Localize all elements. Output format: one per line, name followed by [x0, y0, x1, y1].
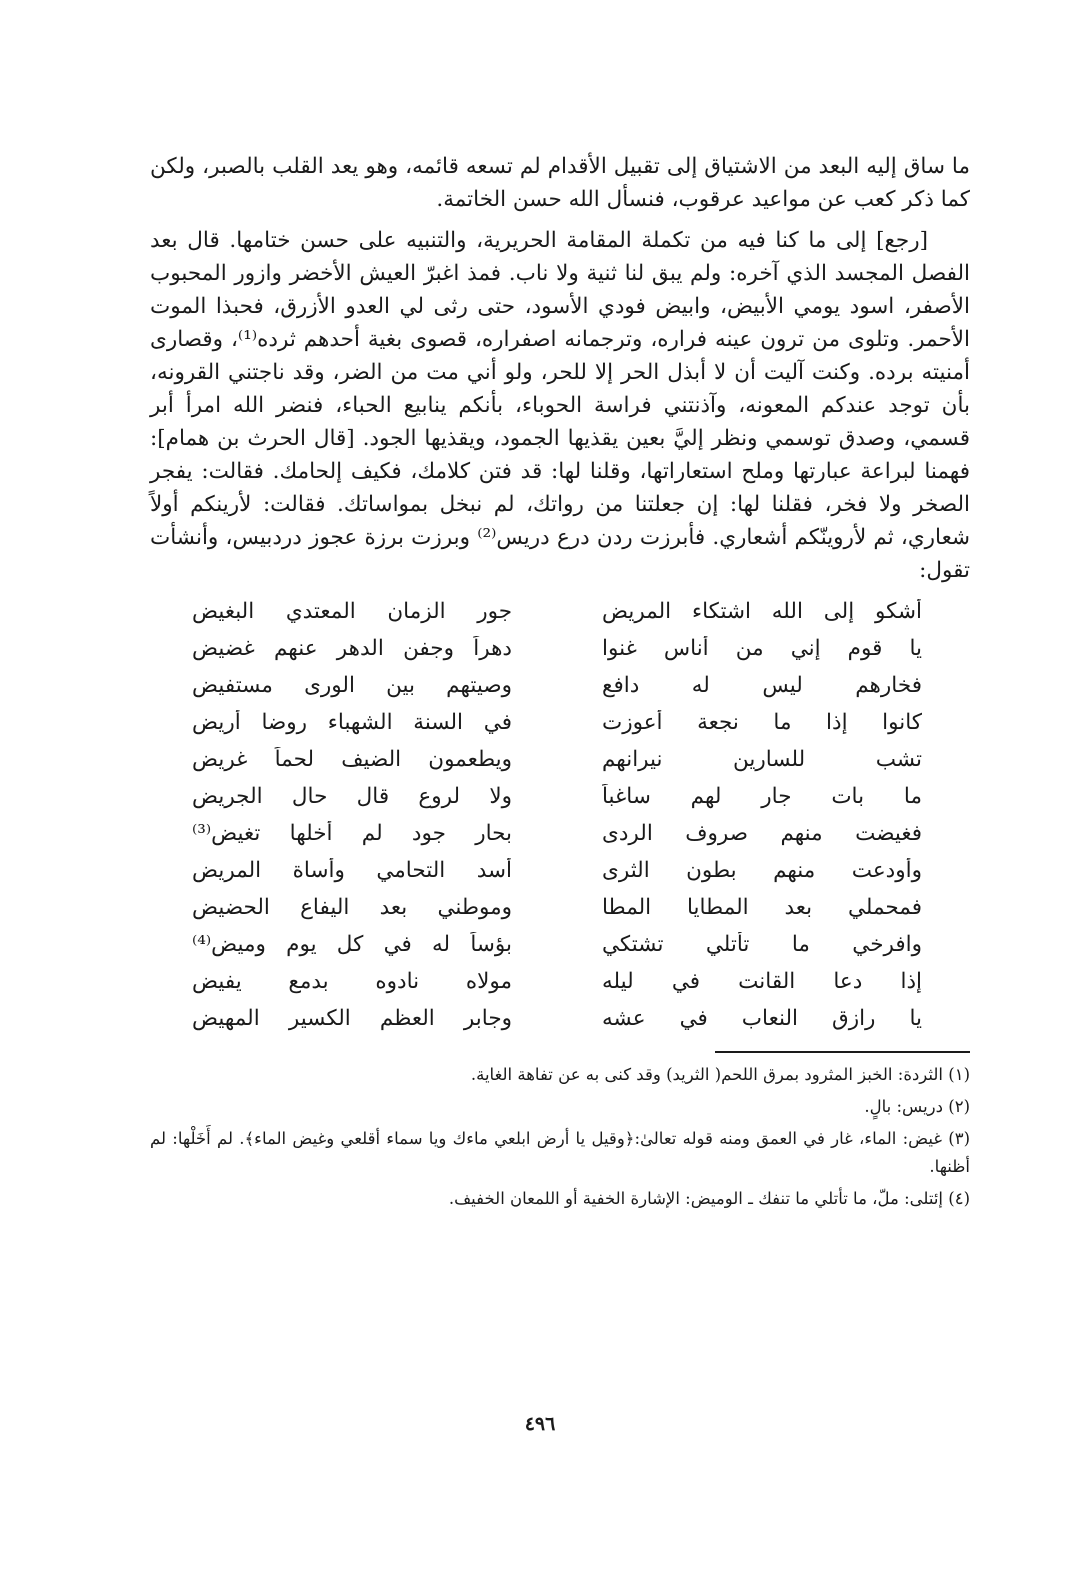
verse-second-hemistich: وموطني بعد اليفاع الحضيض [192, 895, 512, 920]
verse-second-hemistich: في السنة الشهباء روضا أريض [192, 710, 512, 735]
verse-second-hemistich: جور الزمان المعتدي البغيض [192, 599, 512, 624]
verse-row [192, 741, 922, 778]
verse-row [192, 852, 922, 889]
paragraph-opening: ما ساق إليه البعد من الاشتياق إلى تقبيل الأقدام لم تسعه قائمه، وهو يعد القلب بالصبر، ولكن كما ذكر كعب عن مواعيد عرقوب، فنسأل الله حسن الخاتمة. [150, 154, 970, 212]
verse-first-hemistich: إذا دعا القانت في ليله [602, 969, 922, 994]
footnote-1: (١) الثردة: الخبز المثرود بمرق اللحم( الثريد) وقد كنى به عن تفاهة الغاية. [470, 1065, 970, 1084]
poem [192, 593, 922, 1037]
footnote-4: (٤) إئتلى: ملّ، ما تأتلي ما تنفك ـ الوميض: الإشارة الخفية أو اللمعان الخفيف. [448, 1189, 970, 1208]
page-number: ٤٩٦ [524, 1413, 556, 1435]
verse-second-hemistich: وصيتهم بين الورى مستفيض [192, 673, 512, 698]
verse-second-hemistich: وجابر العظم الكسير المهيض [192, 1006, 512, 1031]
verse-first-hemistich: فمحملي بعد المطايا المطا [602, 895, 922, 920]
verse-row [192, 889, 922, 926]
page-body [150, 150, 970, 1217]
verse-first-hemistich: يا رازق النعاب في عشه [602, 1006, 922, 1031]
verse-first-hemistich: وأودعت منهم بطون الثرى [602, 858, 922, 883]
verse-first-hemistich: ما بات جار لهم ساغباً [602, 784, 922, 809]
verse-second-hemistich: أسد التحامي وأساة المريض [192, 858, 512, 883]
verse-row [192, 667, 922, 704]
verse-first-hemistich: فغيضت منهم صروف الردى [602, 821, 922, 846]
verse-second-hemistich: ولا لروع قال حال الجريض [192, 784, 512, 809]
verse-first-hemistich: كانوا إذا ما نجعة أعوزت [602, 710, 922, 735]
verse-first-hemistich: تشب للسارين نيرانهم [602, 747, 922, 772]
verse-second-hemistich: دهراً وجفن الدهر عنهم غضيض [192, 636, 512, 661]
footnote-3: (٣) غيض: الماء، غار في العمق ومنه قوله تعالىٰ:﴿وقيل يا أرض ابلعي ماءك ويا سماء أقلعي وغيض الماء﴾. لم أَخَلْها: لم أظنها. [150, 1129, 970, 1176]
verse-row [192, 593, 922, 630]
verse-second-hemistich: بحار جود لم أخلها تغيض⁽³⁾ [192, 821, 512, 846]
paragraph-main: [رجع] إلى ما كنا فيه من تكملة المقامة الحريرية، والتنبيه على حسن ختامها. قال بعد الفصل المجسد الذي آخره: ولم يبق لنا ثنية ولا ناب. فمذ اغبرّ العيش الأخضر وازور المحبوب الأصفر، اسود يومي الأبيض، وابيض فودي الأسود، حتى رثى لي العدو الأزرق، فحبذا الموت الأحمر. وتلوى من ترون عينه فراره، وترجمانه اصفراره، قصوى بغية أحدهم ثرده⁽¹⁾، وقصارى أمنيته برده. وكنت آليت أن لا أبذل الحر إلا للحر، ولو أني مت من الضر، وقد ناجتني القرونه، بأن توجد عندكم المعونه، وآذنتني فراسة الحوباء، بأنكم ينابيع الحباء، فنضر الله امرأ أبر قسمي، وصدق توسمي ونظر إليَّ بعين يقذيها الجمود، ويقذيها الجود. [قال الحرث بن همام]: فهمنا لبراعة عبارتها وملح استعاراتها، وقلنا لها: قد فتن كلامك، فكيف إلحامك. فقالت: يفجر الصخر ولا فخر، فقلنا لها: إن جعلتنا من رواتك، لم نبخل بمواساتك. فقالت: لأرينكم أولاً شعاري، ثم لأروينّكم أشعاري. فأبرزت ردن درع دريس⁽²⁾ وبرزت برزة عجوز دردبيس، وأنشأت تقول: [150, 228, 970, 583]
verse-row [192, 815, 922, 852]
verse-second-hemistich: مولاه نادوه بدمع يفيض [192, 969, 512, 994]
footnote-separator [715, 1051, 970, 1053]
verse-second-hemistich: ويطعمون الضيف لحماً غريض [192, 747, 512, 772]
verse-first-hemistich: أشكو إلى الله اشتكاء المريض [602, 599, 922, 624]
verse-first-hemistich: فخارهم ليس له دافع [602, 673, 922, 698]
verse-second-hemistich: بؤساً له في كل يوم وميض⁽⁴⁾ [192, 932, 512, 957]
verse-row [192, 1000, 922, 1037]
verse-row [192, 963, 922, 1000]
verse-row [192, 778, 922, 815]
verse-first-hemistich: وافرخي ما تأتلي تشتكي [602, 932, 922, 957]
verse-row [192, 704, 922, 741]
footnote-2: (٢) دريس: بالٍ. [864, 1097, 970, 1116]
verse-row [192, 630, 922, 667]
verse-row [192, 926, 922, 963]
footnotes [150, 1061, 970, 1213]
verse-first-hemistich: يا قوم إني من أناس غنوا [602, 636, 922, 661]
